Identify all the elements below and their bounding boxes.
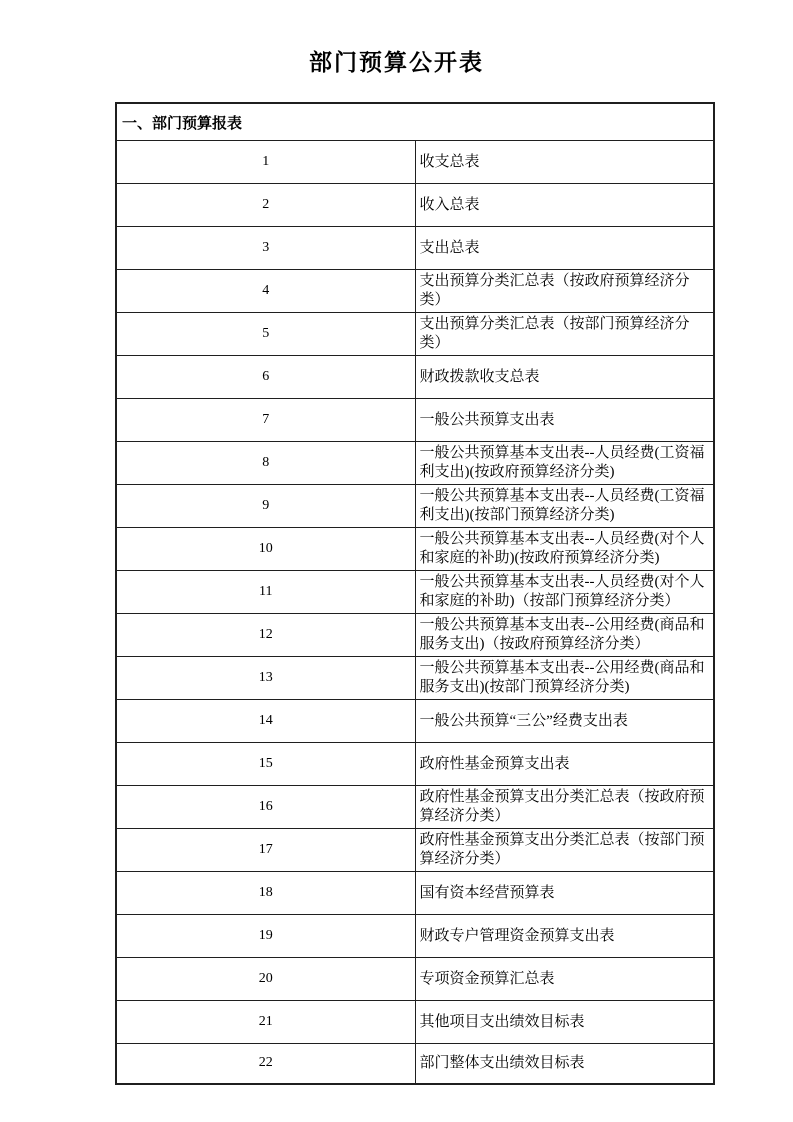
table-row bbox=[116, 872, 714, 915]
row-label: 一般公共预算基本支出表--人员经费(对个人和家庭的补助)(按政府预算经济分类) bbox=[415, 528, 714, 571]
row-label: 一般公共预算“三公”经费支出表 bbox=[415, 700, 714, 743]
row-number: 16 bbox=[116, 786, 415, 829]
row-number: 7 bbox=[116, 399, 415, 442]
row-label: 财政拨款收支总表 bbox=[415, 356, 714, 399]
row-label: 一般公共预算基本支出表--人员经费(对个人和家庭的补助)（按部门预算经济分类） bbox=[415, 571, 714, 614]
row-label: 一般公共预算基本支出表--人员经费(工资福利支出)(按部门预算经济分类) bbox=[415, 485, 714, 528]
table-body bbox=[116, 103, 714, 1084]
table-row bbox=[116, 1001, 714, 1044]
row-label: 收入总表 bbox=[415, 184, 714, 227]
row-number: 17 bbox=[116, 829, 415, 872]
table-row bbox=[116, 227, 714, 270]
table-row bbox=[116, 399, 714, 442]
row-number: 8 bbox=[116, 442, 415, 485]
row-number: 10 bbox=[116, 528, 415, 571]
row-number: 1 bbox=[116, 141, 415, 184]
row-number: 21 bbox=[116, 1001, 415, 1044]
table-row bbox=[116, 829, 714, 872]
row-number: 6 bbox=[116, 356, 415, 399]
row-label: 政府性基金预算支出表 bbox=[415, 743, 714, 786]
table-row bbox=[116, 141, 714, 184]
row-number: 4 bbox=[116, 270, 415, 313]
table-row bbox=[116, 313, 714, 356]
row-label: 收支总表 bbox=[415, 141, 714, 184]
row-number: 19 bbox=[116, 915, 415, 958]
section-header: 一、部门预算报表 bbox=[116, 103, 714, 141]
row-number: 11 bbox=[116, 571, 415, 614]
table-row bbox=[116, 485, 714, 528]
row-number: 3 bbox=[116, 227, 415, 270]
page-title: 部门预算公开表 bbox=[309, 50, 484, 75]
table-row bbox=[116, 270, 714, 313]
table-row bbox=[116, 571, 714, 614]
row-label: 专项资金预算汇总表 bbox=[415, 958, 714, 1001]
row-number: 22 bbox=[116, 1044, 415, 1084]
row-label: 一般公共预算支出表 bbox=[415, 399, 714, 442]
table-row bbox=[116, 915, 714, 958]
table-row bbox=[116, 356, 714, 399]
table-row bbox=[116, 958, 714, 1001]
row-label: 支出预算分类汇总表（按政府预算经济分类） bbox=[415, 270, 714, 313]
table-row bbox=[116, 743, 714, 786]
table-row bbox=[116, 700, 714, 743]
row-number: 2 bbox=[116, 184, 415, 227]
row-number: 18 bbox=[116, 872, 415, 915]
table-row bbox=[116, 442, 714, 485]
row-label: 其他项目支出绩效目标表 bbox=[415, 1001, 714, 1044]
row-label: 政府性基金预算支出分类汇总表（按政府预算经济分类） bbox=[415, 786, 714, 829]
row-label: 支出预算分类汇总表（按部门预算经济分类） bbox=[415, 313, 714, 356]
row-label: 部门整体支出绩效目标表 bbox=[415, 1044, 714, 1084]
row-number: 9 bbox=[116, 485, 415, 528]
table-row bbox=[116, 184, 714, 227]
row-number: 20 bbox=[116, 958, 415, 1001]
table-row bbox=[116, 614, 714, 657]
table-row bbox=[116, 786, 714, 829]
row-label: 国有资本经营预算表 bbox=[415, 872, 714, 915]
budget-disclosure-table bbox=[115, 102, 715, 1085]
row-number: 14 bbox=[116, 700, 415, 743]
row-label: 一般公共预算基本支出表--公用经费(商品和服务支出)(按部门预算经济分类) bbox=[415, 657, 714, 700]
row-number: 12 bbox=[116, 614, 415, 657]
row-label: 支出总表 bbox=[415, 227, 714, 270]
table-row bbox=[116, 657, 714, 700]
row-number: 13 bbox=[116, 657, 415, 700]
table-row bbox=[116, 528, 714, 571]
row-number: 15 bbox=[116, 743, 415, 786]
row-label: 财政专户管理资金预算支出表 bbox=[415, 915, 714, 958]
row-label: 一般公共预算基本支出表--人员经费(工资福利支出)(按政府预算经济分类) bbox=[415, 442, 714, 485]
table-row bbox=[116, 1044, 714, 1084]
row-number: 5 bbox=[116, 313, 415, 356]
row-label: 一般公共预算基本支出表--公用经费(商品和服务支出)（按政府预算经济分类） bbox=[415, 614, 714, 657]
row-label: 政府性基金预算支出分类汇总表（按部门预算经济分类） bbox=[415, 829, 714, 872]
section-header-row bbox=[116, 103, 714, 141]
